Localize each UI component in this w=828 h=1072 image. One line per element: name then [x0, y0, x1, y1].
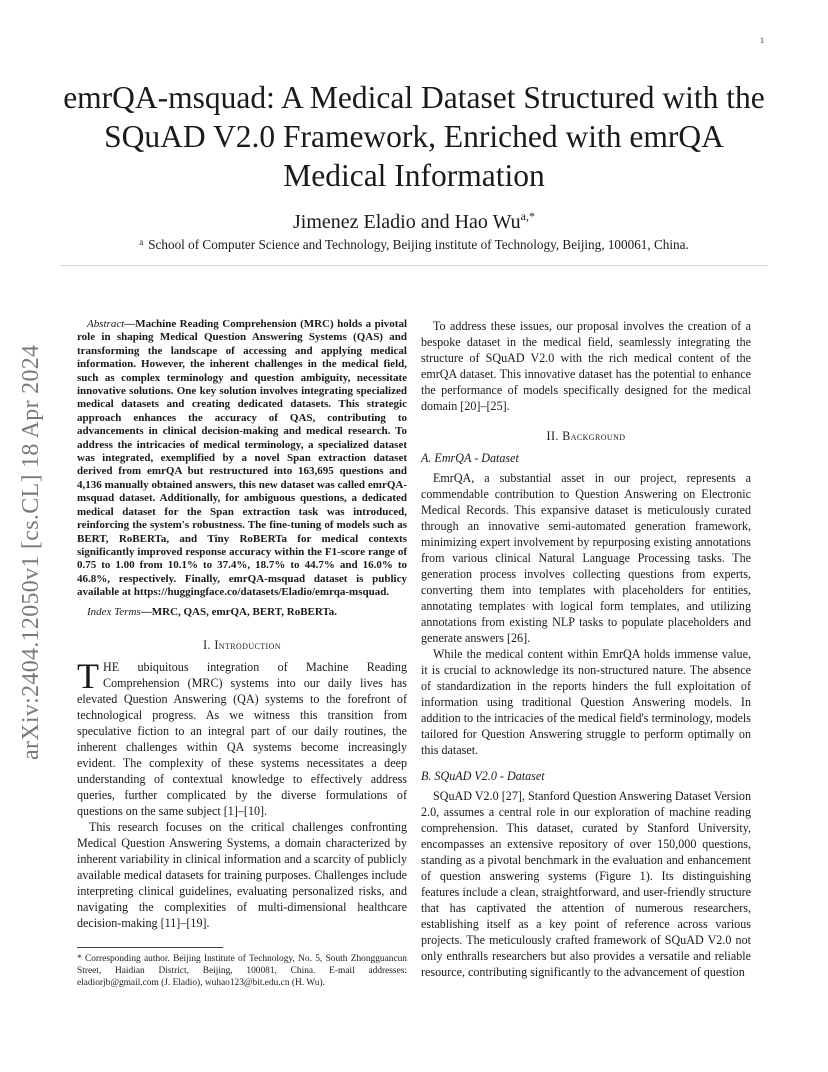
left-column [77, 318, 407, 989]
paper-title: emrQA-msquad: A Medical Dataset Structured with the SQuAD V2.0 Framework, Enriched with emrQA Medical Information [63, 80, 765, 193]
subsection-spacer [421, 758, 751, 768]
section-heading-introduction: I. Introduction [203, 637, 281, 652]
affiliation-line [60, 234, 768, 253]
abstract-text: —Machine Reading Comprehension (MRC) holds a pivotal role in shaping Medical Question Answering Systems (QAS) and transforming the landscape of accessing and applying medical information. However, the inherent challenges in the medical field, such as complex terminology and question ambiguity, necessitate innovative solutions. One key solution involves integrating specialized medical datasets and creating dedicated datasets. This strategic approach enhances the accuracy of QAS, contributing to advancements in clinical decision-making and medical research. To address the intricacies of medical terminology, a specialized dataset was integrated, exemplified by a novel Span extraction dataset derived from emrQA but restructured into 163,695 questions and 4,136 manually obtained answers, this new dataset was called emrQA-msquad dataset. Additionally, for ambiguous questions, a dedicated medical dataset for the Span extraction task was introduced, reinforcing the system's robustness. The fine-tuning of models such as BERT, RoBERTa, and Tiny RoBERTa for medical contexts significantly improved response accuracy within the F1-score range of 0.75 to 1.00 from 10.1% to 37.4%, 18.7% to 44.7% and 16.0% to 46.8%, respectively. Finally, emrQA-msquad dataset is publicy available at https://huggingface.co/datasets/Eladio/emrqa-msquad. [77, 318, 407, 599]
intro-paragraph-1 [77, 655, 407, 819]
subsection-heading-emrqa: A. EmrQA - Dataset [421, 451, 519, 465]
right-column [421, 318, 751, 980]
abstract [77, 318, 407, 600]
header-divider [60, 265, 768, 266]
section-heading-background: II. Background [546, 429, 626, 443]
intro-paragraph-1-text: HE ubiquitous integration of Machine Reading Comprehension (MRC) systems into our daily lives has elevated Question Answering (QA) systems to the forefront of technological progress. As we witness this transition from speculative fiction to an integral part of our daily routines, the inherent challenges within QA systems become increasingly evident. The complexity of these systems necessitates a deep understanding of contextual knowledge to effectively address queries, further complicated by the diverse formulations of questions on the same subject [1]–[10]. [77, 659, 407, 818]
squad-paragraph-1: SQuAD V2.0 [27], Stanford Question Answering Dataset Version 2.0, assumes a central role in our exploration of machine reading comprehension. This dataset, curated by Stanford University, encompasses an extensive repository of over 150,000 questions, standing as a pivotal benchmark in the evaluation and enhancement of question answering systems (Figure 1). Its distinguishing features include a clean, straightforward, and user-friendly structure that has captivated the attention of numerous researchers, establishing itself as a key point of reference across various projects. The meticulously crafted framework of SQuAD V2.0 not only enthralls researchers but also provides a versatile and reliable resource, contributing significantly to the advancement of question [421, 789, 751, 979]
authors-line [60, 204, 768, 234]
emrqa-paragraph-1: EmrQA, a substantial asset in our project, represents a commendable contribution to Question Answering on Electronic Medical Records. This expansive dataset is meticulously curated through an innovative semi-automated generation framework, minimizing expert involvement by repurposing existing annotations from various clinical Natural Language Processing tasks. The generation process involves collecting questions from experts, converting them into templates with placeholders for entities, annotating templates with logical form templates, and utilizing annotations from existing NLP tasks to populate placeholders and generate answers [26]. [421, 471, 751, 645]
affiliation-marker: a [139, 237, 144, 247]
affiliation-text: School of Computer Science and Technology, Beijing institute of Technology, Beijing, 100061, China. [148, 237, 689, 252]
author-affiliation-marker: a,* [520, 209, 535, 223]
intro-paragraph-3: To address these issues, our proposal involves the creation of a bespoke dataset in the medical field, seamlessly integrating the structure of SQuAD V2.0 with the rich medical content of the emrQA dataset. This innovative dataset has the potential to enhance the performance of models specifically designed for the medical domain [20]–[25]. [421, 319, 751, 413]
footnote-divider [77, 947, 223, 948]
index-terms-text: —MRC, QAS, emrQA, BERT, RoBERTa. [140, 605, 338, 618]
page-number: 1 [760, 36, 764, 45]
arxiv-identifier: arXiv:2404.12050v1 [cs.CL] 18 Apr 2024 [18, 344, 44, 760]
emrqa-paragraph-2: While the medical content within EmrQA holds immense value, it is crucial to acknowledge its non-structured nature. The absence of standardization in the reports hinders the full exploitation of information using traditional Question Answering models. In addition to the intricacies of the medical field's terminology, models tailored for Question Answering struggle to perform optimally on this dataset. [421, 647, 751, 757]
corresponding-author-footnote: * Corresponding author. Beijing Institute of Technology, No. 5, South Zhongguancun Street, Haidian District, Beijing, 100081, China. E-mail addresses: eladiorjb@gmail.com (J. Eladio), wuhao123@bit.edu.cn (H. Wu). [77, 953, 407, 988]
index-terms-label: Index Terms [87, 605, 141, 618]
index-terms [77, 606, 407, 619]
subsection-heading-squad: B. SQuAD V2.0 - Dataset [421, 769, 545, 783]
author-names: Jimenez Eladio and Hao Wu [293, 211, 521, 233]
abstract-label: Abstract [87, 318, 125, 330]
intro-paragraph-2: This research focuses on the critical challenges confronting Medical Question Answering Systems, a domain characterized by inherent variability in clinical information and a scarcity of publicly available medical datasets for training purposes. Challenges include interpreting clinical guidelines, evaluating personalized risks, and navigating the complexities of multi-dimensional healthcare decision-making [11]–[19]. [77, 819, 407, 930]
drop-cap: T [77, 655, 99, 696]
